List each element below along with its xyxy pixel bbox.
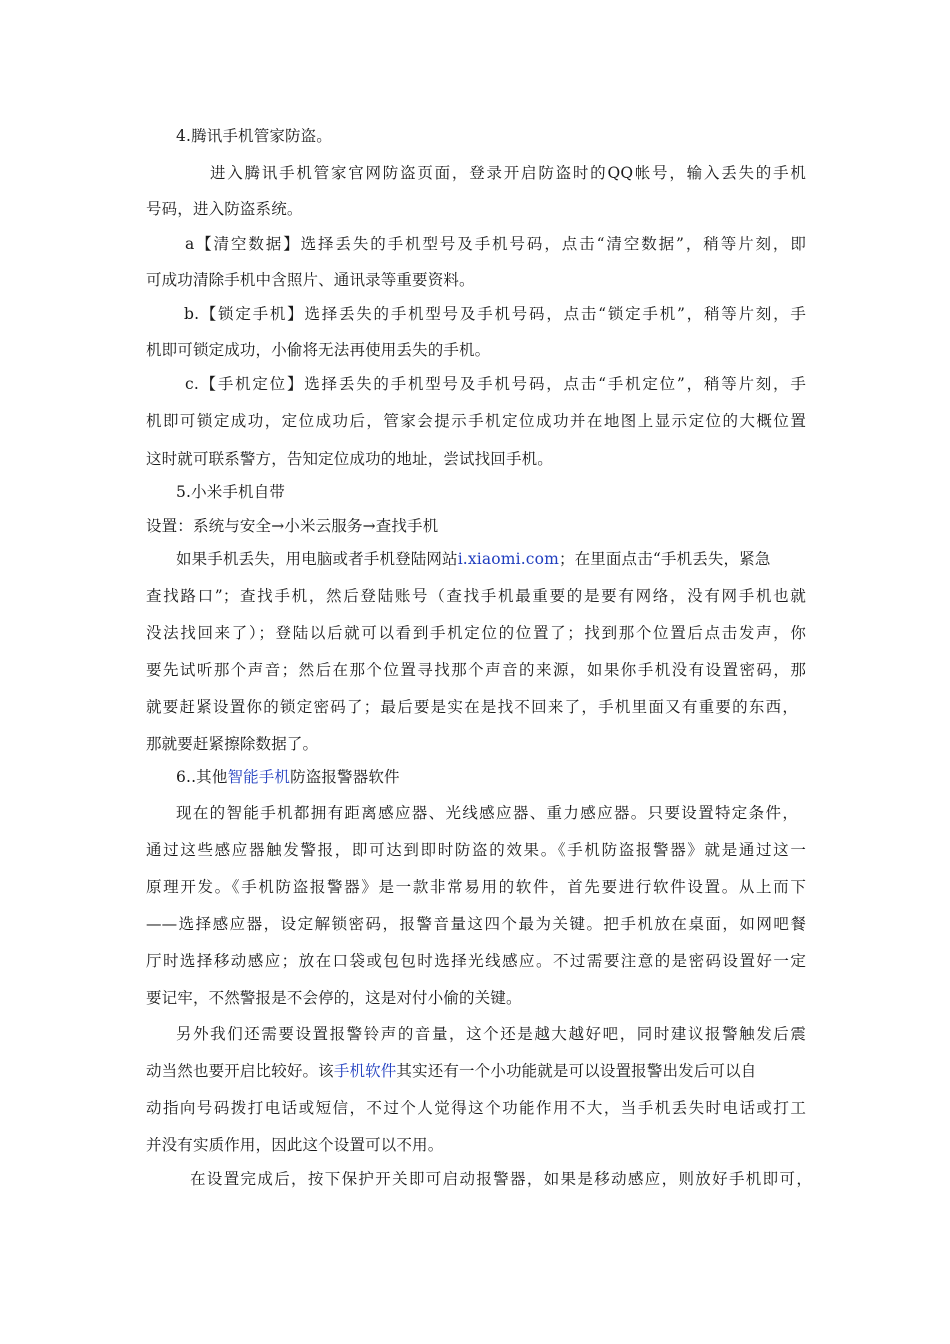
paragraph-line: 现在的智能手机都拥有距离感应器、光线感应器、重力感应器。只要设置特定条件， bbox=[176, 804, 798, 822]
paragraph-line: 没法找回来了）；登陆以后就可以看到手机定位的位置了；找到那个位置后点击发声，你 bbox=[146, 624, 806, 642]
paragraph-line: 就要赶紧设置你的锁定密码了；最后要是实在是找不回来了，手机里面又有重要的东西， bbox=[146, 698, 798, 716]
paragraph-line bbox=[146, 1061, 806, 1081]
paragraph-line: 要先试听那个声音；然后在那个位置寻找那个声音的来源，如果你手机没有设置密码，那 bbox=[146, 661, 806, 679]
smartphone-link[interactable]: 智能手机 bbox=[227, 768, 291, 786]
paragraph-line: 并没有实质作用，因此这个设置可以不用。 bbox=[146, 1136, 444, 1154]
paragraph-line: 查找路口”；查找手机，然后登陆账号（查找手机最重要的是要有网络，没有网手机也就 bbox=[146, 587, 806, 605]
heading-other bbox=[176, 767, 840, 787]
paragraph-line: 号码，进入防盗系统。 bbox=[146, 200, 303, 218]
paragraph-line: b.【锁定手机】选择丢失的手机型号及手机号码，点击“锁定手机”，稍等片刻，手 bbox=[184, 305, 806, 323]
settings-path: 设置：系统与安全→小米云服务→查找手机 bbox=[146, 517, 439, 535]
paragraph-line: 原理开发。《手机防盗报警器》是一款非常易用的软件，首先要进行软件设置。从上而下 bbox=[146, 878, 806, 896]
paragraph-line: ——选择感应器，设定解锁密码，报警音量这四个最为关键。把手机放在桌面，如网吧餐 bbox=[146, 915, 806, 933]
paragraph-line: 那就要赶紧擦除数据了。 bbox=[146, 735, 319, 753]
paragraph-line bbox=[176, 549, 840, 569]
paragraph-line: 另外我们还需要设置报警铃声的音量，这个还是越大越好吧，同时建议报警触发后震 bbox=[176, 1025, 806, 1043]
heading-xiaomi: 5.小米手机自带 bbox=[176, 483, 285, 501]
paragraph-line: 通过这些感应器触发警报，即可达到即时防盗的效果。《手机防盗报警器》就是通过这一 bbox=[146, 841, 806, 859]
text-run: ；在里面点击“手机丢失，紧急 bbox=[558, 550, 771, 568]
paragraph-line: 这时就可联系警方，告知定位成功的地址，尝试找回手机。 bbox=[146, 450, 553, 468]
paragraph-line: a【清空数据】选择丢失的手机型号及手机号码，点击“清空数据”，稍等片刻，即 bbox=[185, 235, 806, 253]
xiaomi-link[interactable]: i.xiaomi.com bbox=[457, 550, 559, 568]
paragraph-line: 要记牢，不然警报是不会停的，这是对付小偷的关键。 bbox=[146, 989, 522, 1007]
text-run: 其实还有一个小功能就是可以设置报警出发后可以自 bbox=[396, 1062, 757, 1080]
text-run: 防盗报警器软件 bbox=[290, 768, 400, 786]
text-run: 如果手机丢失，用电脑或者手机登陆网站 bbox=[176, 550, 458, 568]
text-run: 6..其他 bbox=[176, 768, 228, 786]
paragraph-line: 可成功清除手机中含照片、通讯录等重要资料。 bbox=[146, 271, 475, 289]
paragraph-line: 进入腾讯手机管家官网防盗页面，登录开启防盗时的QQ帐号，输入丢失的手机 bbox=[210, 164, 806, 182]
phone-software-link[interactable]: 手机软件 bbox=[333, 1062, 397, 1080]
paragraph-line: 动指向号码拨打电话或短信，不过个人觉得这个功能作用不大，当手机丢失时电话或打工 bbox=[146, 1099, 806, 1117]
paragraph-line: 机即可锁定成功，定位成功后，管家会提示手机定位成功并在地图上显示定位的大概位置 bbox=[146, 412, 806, 430]
heading-tencent: 4.腾讯手机管家防盗。 bbox=[176, 127, 332, 145]
paragraph-line: 厅时选择移动感应；放在口袋或包包时选择光线感应。不过需要注意的是密码设置好一定 bbox=[146, 952, 806, 970]
text-run: 动当然也要开启比较好。该 bbox=[146, 1062, 334, 1080]
paragraph-line: c.【手机定位】选择丢失的手机型号及手机号码，点击“手机定位”，稍等片刻，手 bbox=[185, 375, 806, 393]
paragraph-line: 机即可锁定成功，小偷将无法再使用丢失的手机。 bbox=[146, 341, 491, 359]
paragraph-line: 在设置完成后，按下保护开关即可启动报警器，如果是移动感应，则放好手机即可， bbox=[190, 1170, 812, 1188]
